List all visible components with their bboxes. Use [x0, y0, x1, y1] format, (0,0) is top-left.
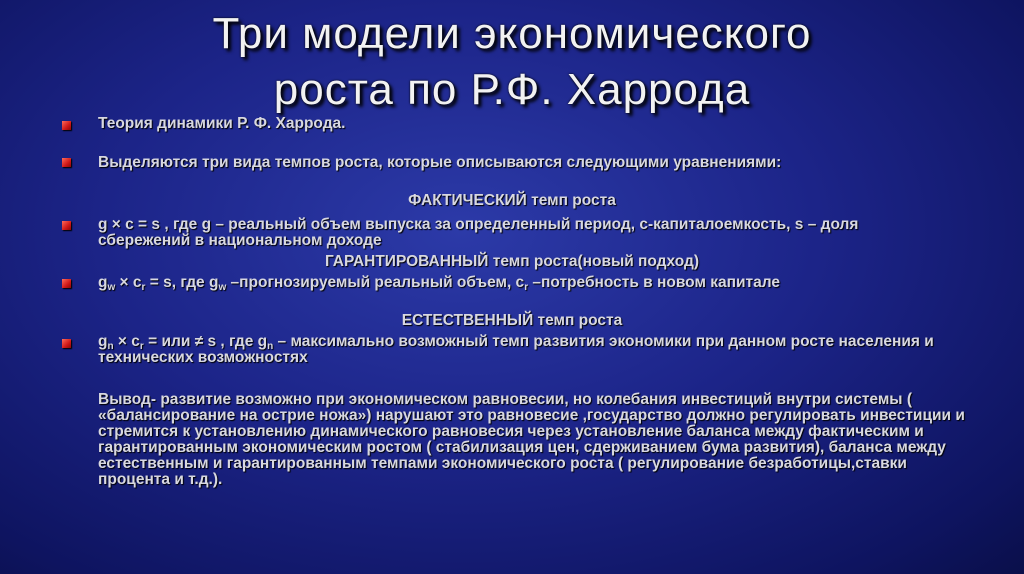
natural-heading: ЕСТЕСТВЕННЫЙ темп роста [401, 312, 623, 329]
title-line-2: роста по Р.Ф. Харрода [273, 65, 751, 114]
theory-text: Теория динамики Р. Ф. Харрода. [98, 115, 346, 132]
three-types-text: Выделяются три вида темпов роста, которые описываются следующими уравнениями: [98, 154, 782, 171]
bullet-icon [62, 121, 71, 130]
bullet-icon [62, 158, 71, 167]
bullet-icon [62, 279, 71, 288]
warranted-heading: ГАРАНТИРОВАННЫЙ темп роста(новый подход) [324, 253, 700, 270]
actual-heading: ФАКТИЧЕСКИЙ темп роста [408, 192, 616, 209]
bullet-icon [62, 339, 71, 348]
natural-formula-text: $g_n \times c_r$ = или ≠ s , где $g_n$ – максимально возможный темп развития экономики при данном росте населения и технических возможностях [98, 333, 934, 366]
warranted-formula-text: $g_w \times c_r = s$, где $g_w$ –прогнозируемый реальный объем, $c_r$ –потребность в новом капитале [98, 274, 780, 293]
title-line-1: Три модели экономического [212, 9, 812, 58]
conclusion-text: Вывод- развитие возможно при экономическом равновесии, но колебания инвестиций внутри системы ( «балансирование на острие ножа») нарушают это равновесие ,государство должно регулировать инвестиции и стремится к установлению динамического равновесия через установление баланса между фактическим и гарантированным экономическим ростом ( стабилизация цен, сдерживанием бума развития), баланса между естественным и гарантированным темпами экономического роста ( регулирование безработицы,ставки процента и т.д.). [98, 391, 965, 488]
actual-formula-text: g × c = s , где g – реальный объем выпуска за определенный период, с-капиталоемкость, s – доля сбережений в национальном доходе [98, 216, 859, 249]
bullet-icon [62, 221, 71, 230]
